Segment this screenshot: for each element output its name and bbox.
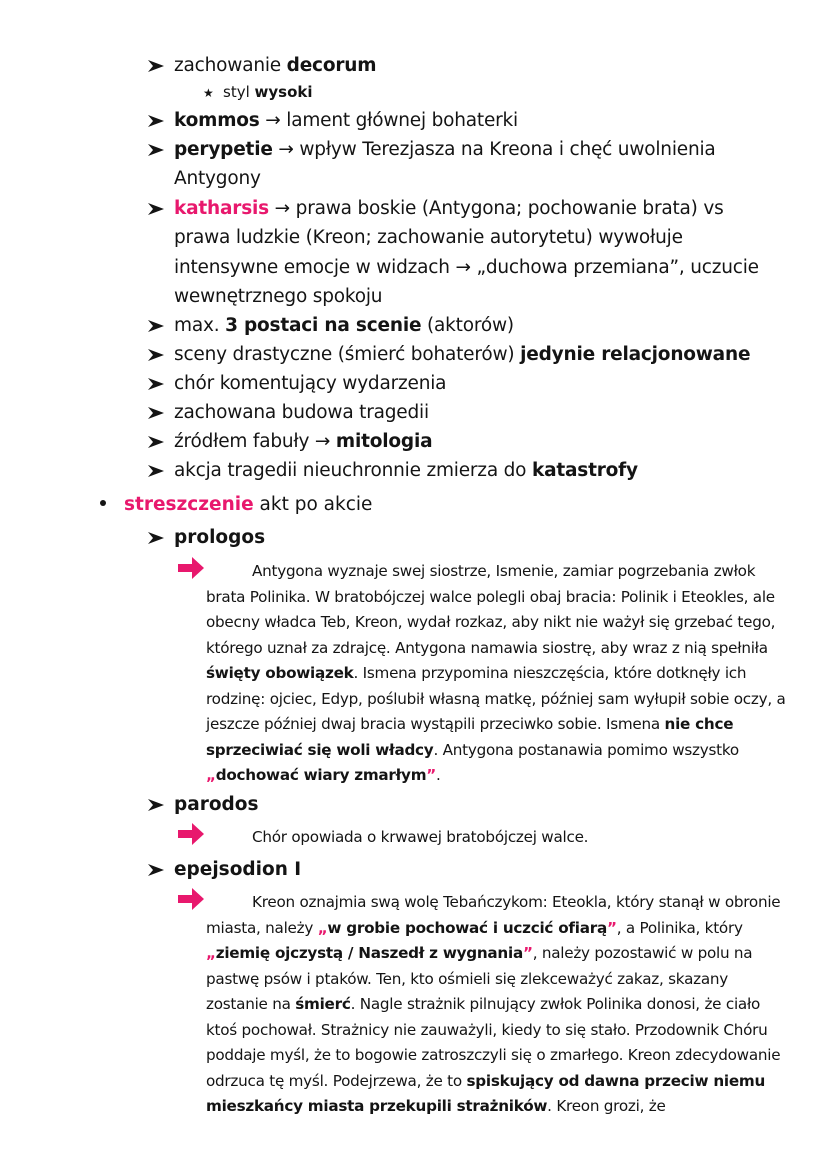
pink-right-arrow-icon [178,823,206,845]
pink-right-arrow-icon [178,888,206,910]
paragraph-prologos: Antygona wyznaje swej siostrze, Ismenie, zamiar pogrzebania zwłok brata Polinika. W bratobójczej walce polegli obaj bracia: Polinik i Eteokles, ale obecny władca Teb, Kreon, wydał rozkaz, aby nikt nie ważył się grzebać tego, którego uznał za zdrajcę. Antygona namawia siostrę, aby wraz z nią spełniła święty obowiązek. Ismena przypomina nieszczęścia, które dotknęły ich rodzinę: ojciec, Edyp, poślubił własną matkę, później sam wyłupił sobie oczy, a jeszcze później dwaj bracia wystąpili przeciwko sobie. Ismena nie chce sprzeciwiać się woli władcy. Antygona postanawia pomimo wszystko „dochować wiary zmarłym”. [206,562,786,784]
paragraph-epejsodion-1: Kreon oznajmia swą wolę Tebańczykom: Eteokla, który stanął w obronie miasta, należy „w grobie pochować i uczcić ofiarą”, a Polinika, który „ziemię ojczystą / Naszedł z wygnania”, należy pozostawić w polu na pastwę psów i ptaków. Ten, kto ośmieli się zlekceważyć zakaz, skazany zostanie na śmierć. Nagle strażnik pilnujący zwłok Polinika donosi, że ciało ktoś pochował. Strażnicy nie zauważyli, kiedy to się stało. Przodownik Chóru poddaje myśl, że to bogowie zatroszczyli się o zmarłego. Kreon zdecydowanie odrzuca tę myśl. Podejrzewa, że to spiskujący od dawna przeciw niemu mieszkańcy miasta przekupili strażników. Kreon grozi, że [206,893,781,1115]
list-item-zrodlo: źródłem fabuły → mitologia [148,427,774,456]
arrowhead-bullet-icon [148,523,166,552]
list-item-budowa: zachowana budowa tragedii [148,398,774,427]
arrowhead-bullet-icon [148,194,166,223]
star-icon: ★ [203,86,214,100]
list-item-perypetie: perypetie → wpływ Terezjasza na Kreona i chęć uwolnienia Antygony [148,135,748,194]
list-item-max-postaci: max. 3 postaci na scenie (aktorów) [148,311,774,340]
list-item-kommos: kommos → lament głównej bohaterki [148,106,774,135]
arrowhead-bullet-icon [148,51,166,80]
arrowhead-bullet-icon [148,369,166,398]
arrowhead-bullet-icon [148,135,166,164]
dot-bullet-icon [100,500,106,506]
list-item-katastrofa: akcja tragedii nieuchronnie zmierza do katastrofy [148,456,774,485]
arrowhead-bullet-icon [148,398,166,427]
arrowhead-bullet-icon [148,790,166,819]
list-item-decorum: zachowanie decorum [148,51,774,80]
arrowhead-bullet-icon [148,311,166,340]
section-title-epejsodion-1: epejsodion I [148,855,301,884]
section-title-parodos: parodos [148,790,259,819]
pink-right-arrow-icon [178,557,206,579]
paragraph-parodos: Chór opowiada o krwawej bratobójczej walce. [252,828,589,846]
summary-heading: streszczenie akt po akcie [100,490,372,519]
list-item-katharsis: katharsis → prawa boskie (Antygona; pochowanie brata) vs prawa ludzkie (Kreon; zachowanie autorytetu) wywołuje intensywne emocje w widzach → „duchowa przemiana”, uczucie wewnętrznego spokoju [148,194,784,311]
arrowhead-bullet-icon [148,106,166,135]
arrowhead-bullet-icon [148,456,166,485]
section-title-prologos: prologos [148,523,265,552]
list-item-sceny-drastyczne: sceny drastyczne (śmierć bohaterów) jedynie relacjonowane [148,340,774,369]
arrowhead-bullet-icon [148,427,166,456]
list-item-chor: chór komentujący wydarzenia [148,369,774,398]
sub-item-styl-wysoki: ★ styl wysoki [203,81,313,104]
arrowhead-bullet-icon [148,340,166,369]
arrowhead-bullet-icon [148,855,166,884]
